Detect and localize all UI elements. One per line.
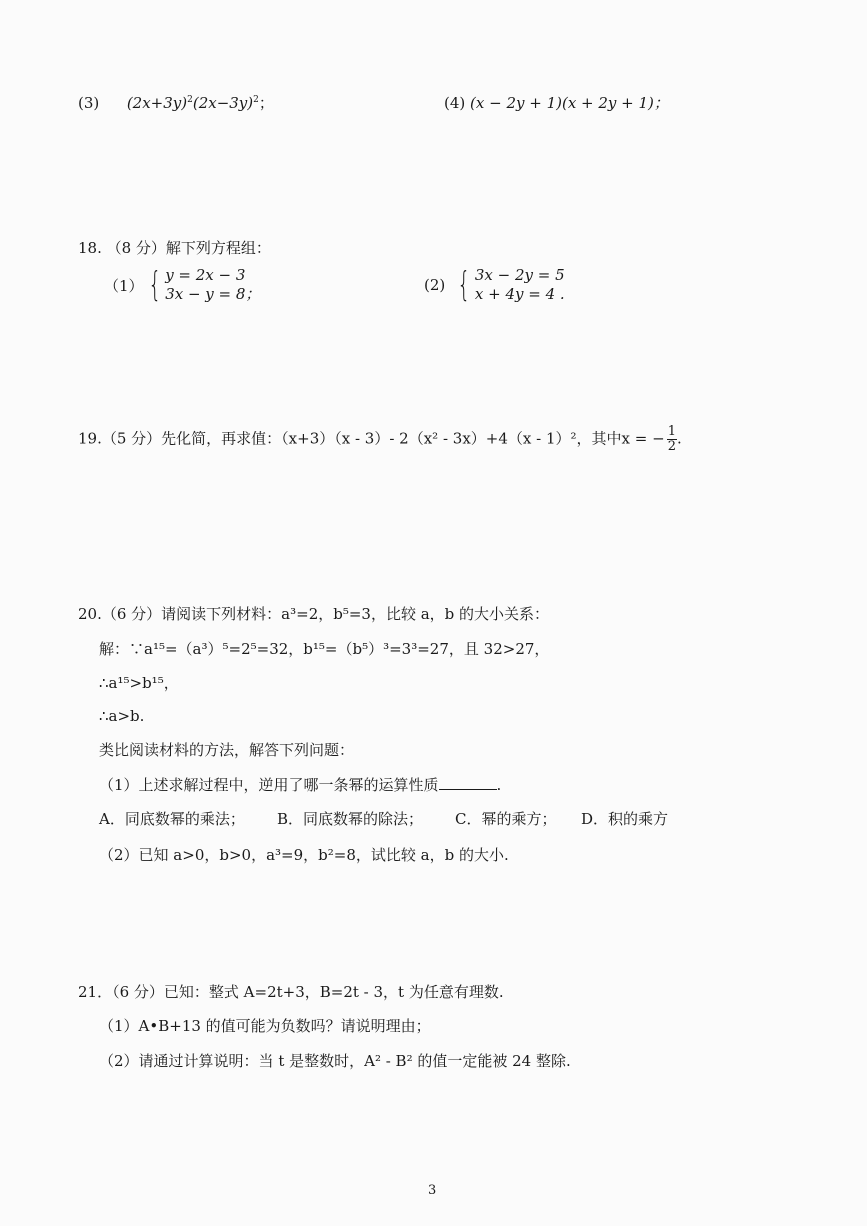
- q19-line: [78, 425, 682, 454]
- q17-part3-expr-b: (2x−3y): [192, 94, 254, 112]
- q19-frac-den: 2: [667, 439, 676, 454]
- q21-title: 21．（6 分）已知：整式 A=2t+3，B=2t - 3，t 为任意有理数.: [78, 983, 504, 1001]
- q19-fraction: [667, 425, 677, 454]
- q20-question1-end: .: [496, 776, 502, 794]
- q18-part2-eq2: x + 4y = 4 .: [474, 285, 565, 303]
- q18-part1-label: （1）: [104, 276, 144, 295]
- q18-part1-eq1: y = 2x − 3: [165, 266, 246, 284]
- q20-option-b: B．同底数幂的除法；: [277, 810, 424, 828]
- q17-part4-expr: (x − 2y + 1)(x + 2y + 1)；: [470, 94, 669, 112]
- q17-part3-tail: ；: [258, 94, 274, 112]
- q17-part3: [78, 93, 274, 113]
- q18-title: 18. （8 分）解下列方程组：: [78, 239, 271, 257]
- q19-frac-num: 1: [667, 424, 676, 439]
- page-number: 3: [428, 1183, 437, 1198]
- q20-question2: （2）已知 a>0，b>0，a³=9，b²=8，试比较 a，b 的大小.: [99, 846, 509, 864]
- q17-part3-expr-a: (2x+3y): [126, 94, 188, 112]
- q18-part2: [424, 266, 565, 304]
- q18-part2-label: (2): [424, 276, 446, 294]
- q20-solution-line3: ∴a>b.: [99, 707, 145, 725]
- left-brace-icon: {: [457, 265, 471, 305]
- answer-blank[interactable]: [439, 775, 497, 790]
- q18-part1-eq2: 3x − y = 8；: [165, 285, 261, 303]
- q21-question1: （1）A•B+13 的值可能为负数吗？请说明理由；: [99, 1017, 431, 1035]
- q20-solution-line2: ∴a¹⁵>b¹⁵，: [99, 674, 179, 692]
- q17-part4-label: (4): [444, 94, 466, 112]
- q18-part2-eq1: 3x − 2y = 5: [474, 266, 565, 284]
- q20-option-c: C．幂的乘方；: [455, 810, 557, 828]
- q18-part2-tail: .: [559, 285, 565, 303]
- q17-part3-sq-b: 2: [253, 95, 259, 105]
- q20-question1-text: （1）上述求解过程中，逆用了哪一条幂的运算性质: [99, 776, 439, 794]
- q18-part2-system: [475, 266, 565, 304]
- q18-part1-system: [165, 266, 260, 304]
- q17-part3-sq-a: 2: [187, 95, 193, 105]
- q19-text: 19.（5 分）先化简，再求值：（x+3）（x - 3）- 2（x² - 3x）+4（x - 1）²，其中x = −: [78, 429, 665, 448]
- q20-option-d: D．积的乘方: [581, 810, 669, 828]
- q18-part1: [104, 266, 260, 304]
- q17-part3-label: (3): [78, 94, 100, 112]
- q21-question2: （2）请通过计算说明：当 t 是整数时，A² - B² 的值一定能被 24 整除.: [99, 1052, 571, 1070]
- q20-intro: 类比阅读材料的方法，解答下列问题：: [99, 741, 355, 759]
- q20-option-a: A．同底数幂的乘法；: [99, 810, 245, 828]
- left-brace-icon: {: [147, 265, 161, 305]
- q20-title: 20.（6 分）请阅读下列材料：a³=2，b⁵=3，比较 a，b 的大小关系：: [78, 605, 550, 623]
- q17-part4: [444, 93, 669, 113]
- q20-question1: [99, 775, 501, 795]
- q18-part1-tail: ；: [245, 285, 261, 303]
- q20-solution-line1: 解：∵a¹⁵=（a³）⁵=2⁵=32，b¹⁵=（b⁵）³=3³=27，且 32>27，: [99, 640, 550, 658]
- q19-end: .: [676, 429, 682, 448]
